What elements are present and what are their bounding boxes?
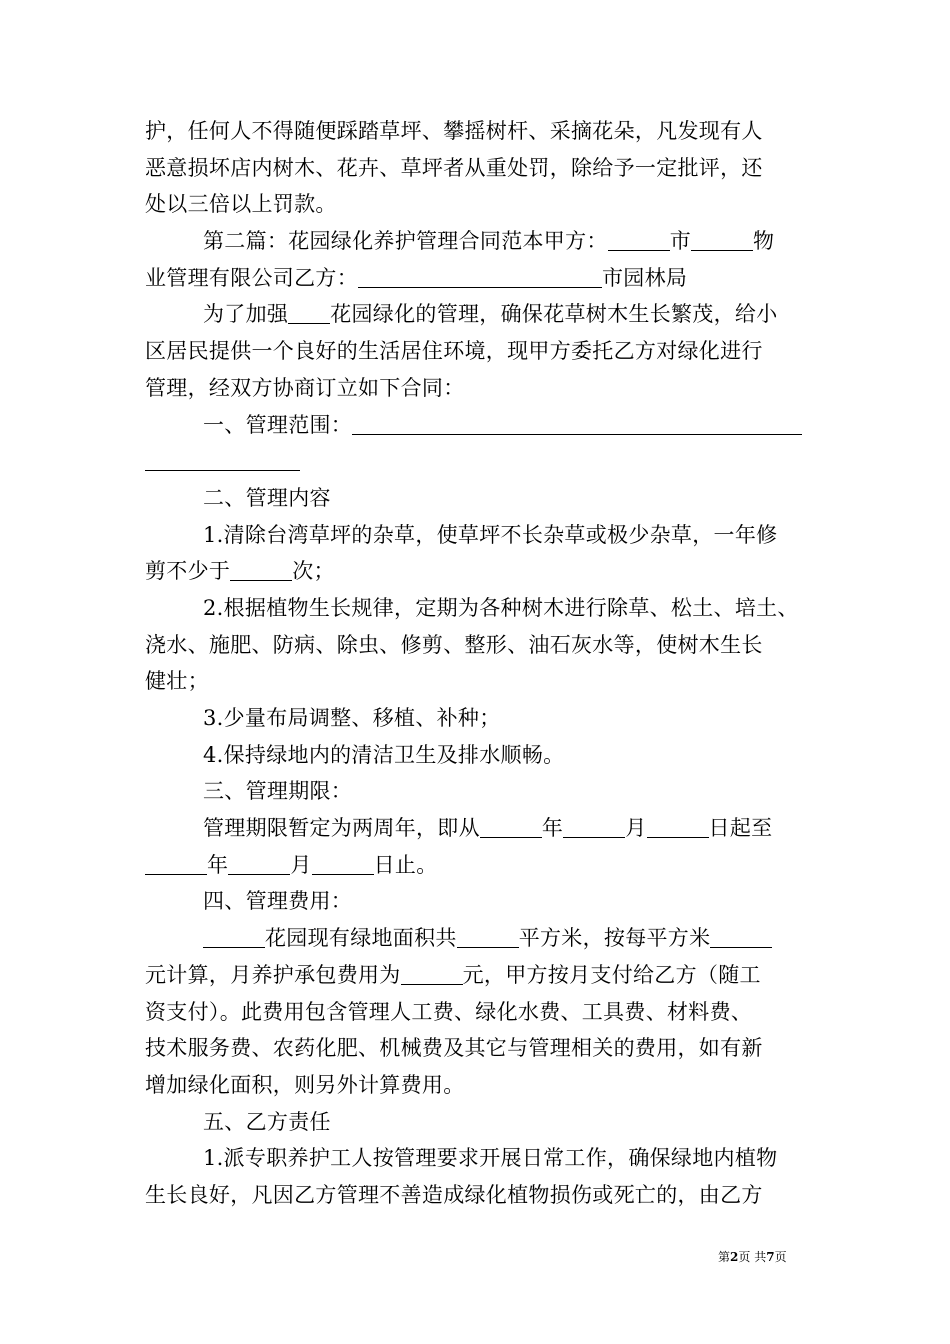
text-line xyxy=(145,920,810,957)
text-line: 健壮； xyxy=(145,669,209,694)
text-line: 护，任何人不得随便踩踏草坪、攀摇树杆、采摘花朵，凡发现有人 xyxy=(145,119,763,143)
fill-blank xyxy=(145,848,207,875)
text-span: 元计算，月养护承包费用为 xyxy=(145,962,401,987)
text-line: 二、管理内容 xyxy=(203,485,331,510)
text-span: 年 xyxy=(207,852,229,877)
page-footer xyxy=(718,1248,787,1265)
text-span: 平方米，按每平方米 xyxy=(518,926,711,951)
text-line: 生长良好，凡因乙方管理不善造成绿化植物损伤或死亡的，由乙方 xyxy=(145,1182,763,1207)
text-line xyxy=(145,553,810,590)
text-span: 日止。 xyxy=(373,852,438,877)
footer-text: 页 xyxy=(774,1250,787,1264)
text-span: 市园林局 xyxy=(602,265,688,290)
text-line: 2.根据植物生长规律，定期为各种树木进行除草、松土、培土、 xyxy=(203,595,799,620)
fill-blank xyxy=(203,921,265,948)
text-line: 四、管理费用： xyxy=(203,889,353,914)
section-heading-line xyxy=(145,223,810,260)
fill-blank xyxy=(230,554,292,581)
text-span: 物 xyxy=(753,229,775,254)
text-line xyxy=(145,260,810,297)
fill-blank xyxy=(608,224,670,251)
page-number: 2 xyxy=(730,1250,739,1264)
text-line: 1.派专职养护工人按管理要求开展日常工作，确保绿地内植物 xyxy=(203,1146,778,1171)
text-span: 日起至 xyxy=(708,816,773,841)
fill-blank xyxy=(145,444,300,471)
text-span: 月 xyxy=(625,816,647,841)
fill-blank xyxy=(563,811,625,838)
footer-text: 第 xyxy=(718,1250,731,1264)
text-span: 业管理有限公司乙方： xyxy=(145,265,358,290)
text-span: 市 xyxy=(669,229,692,254)
text-line xyxy=(145,810,810,847)
text-span: 次； xyxy=(292,559,335,584)
fill-blank xyxy=(647,811,709,838)
text-span: 年 xyxy=(541,816,564,841)
document-body xyxy=(145,113,810,1214)
text-line: 资支付）。此费用包含管理人工费、绿化水费、工具费、材料费、 xyxy=(145,999,753,1024)
text-line xyxy=(145,847,810,884)
footer-text: 页 共 xyxy=(738,1250,767,1264)
text-line xyxy=(145,443,810,480)
text-line: 浇水、施肥、防病、除虫、修剪、整形、油石灰水等，使树木生长 xyxy=(145,632,763,657)
text-line: 3.少量布局调整、移植、补种； xyxy=(203,706,501,730)
fill-blank xyxy=(691,224,753,251)
fill-blank xyxy=(480,811,542,838)
fill-blank xyxy=(352,408,802,435)
text-span: 为了加强 xyxy=(203,302,289,327)
text-span: 第二篇：花园绿化养护管理合同范本甲方： xyxy=(203,229,608,254)
fill-blank xyxy=(457,921,519,948)
text-span: 花园现有绿地面积共 xyxy=(265,926,457,951)
text-line xyxy=(145,407,810,444)
text-line: 增加绿化面积，则另外计算费用。 xyxy=(145,1072,465,1097)
text-span: 一、管理范围： xyxy=(203,412,353,437)
fill-blank xyxy=(312,848,374,875)
text-line: 恶意损坏店内树木、花卉、草坪者从重处罚，除给予一定批评，还 xyxy=(145,155,763,180)
text-line: 五、乙方责任 xyxy=(203,1109,331,1134)
text-line: 技术服务费、农药化肥、机械费及其它与管理相关的费用，如有新 xyxy=(145,1036,763,1061)
text-line: 4.保持绿地内的清洁卫生及排水顺畅。 xyxy=(203,742,565,767)
text-line: 管理，经双方协商订立如下合同： xyxy=(145,375,465,400)
fill-blank xyxy=(358,261,602,288)
text-span: 剪不少于 xyxy=(145,559,231,584)
text-line: 三、管理期限： xyxy=(203,779,353,804)
text-line: 处以三倍以上罚款。 xyxy=(145,192,337,217)
fill-blank xyxy=(228,848,290,875)
text-line xyxy=(145,957,810,994)
fill-blank xyxy=(401,958,463,985)
text-span: 月 xyxy=(290,852,312,877)
page-total: 7 xyxy=(766,1250,775,1264)
fill-blank xyxy=(710,921,772,948)
text-span: 花园绿化的管理，确保花草树木生长繁茂，给小 xyxy=(330,302,778,327)
text-span: 管理期限暂定为两周年，即从 xyxy=(203,816,480,841)
text-line: 区居民提供一个良好的生活居住环境，现甲方委托乙方对绿化进行 xyxy=(145,339,763,364)
text-line xyxy=(145,296,810,333)
text-line: 1.清除台湾草坪的杂草，使草坪不长杂草或极少杂草，一年修 xyxy=(203,522,778,547)
fill-blank xyxy=(288,297,330,324)
text-span: 元，甲方按月支付给乙方（随工 xyxy=(462,962,761,987)
